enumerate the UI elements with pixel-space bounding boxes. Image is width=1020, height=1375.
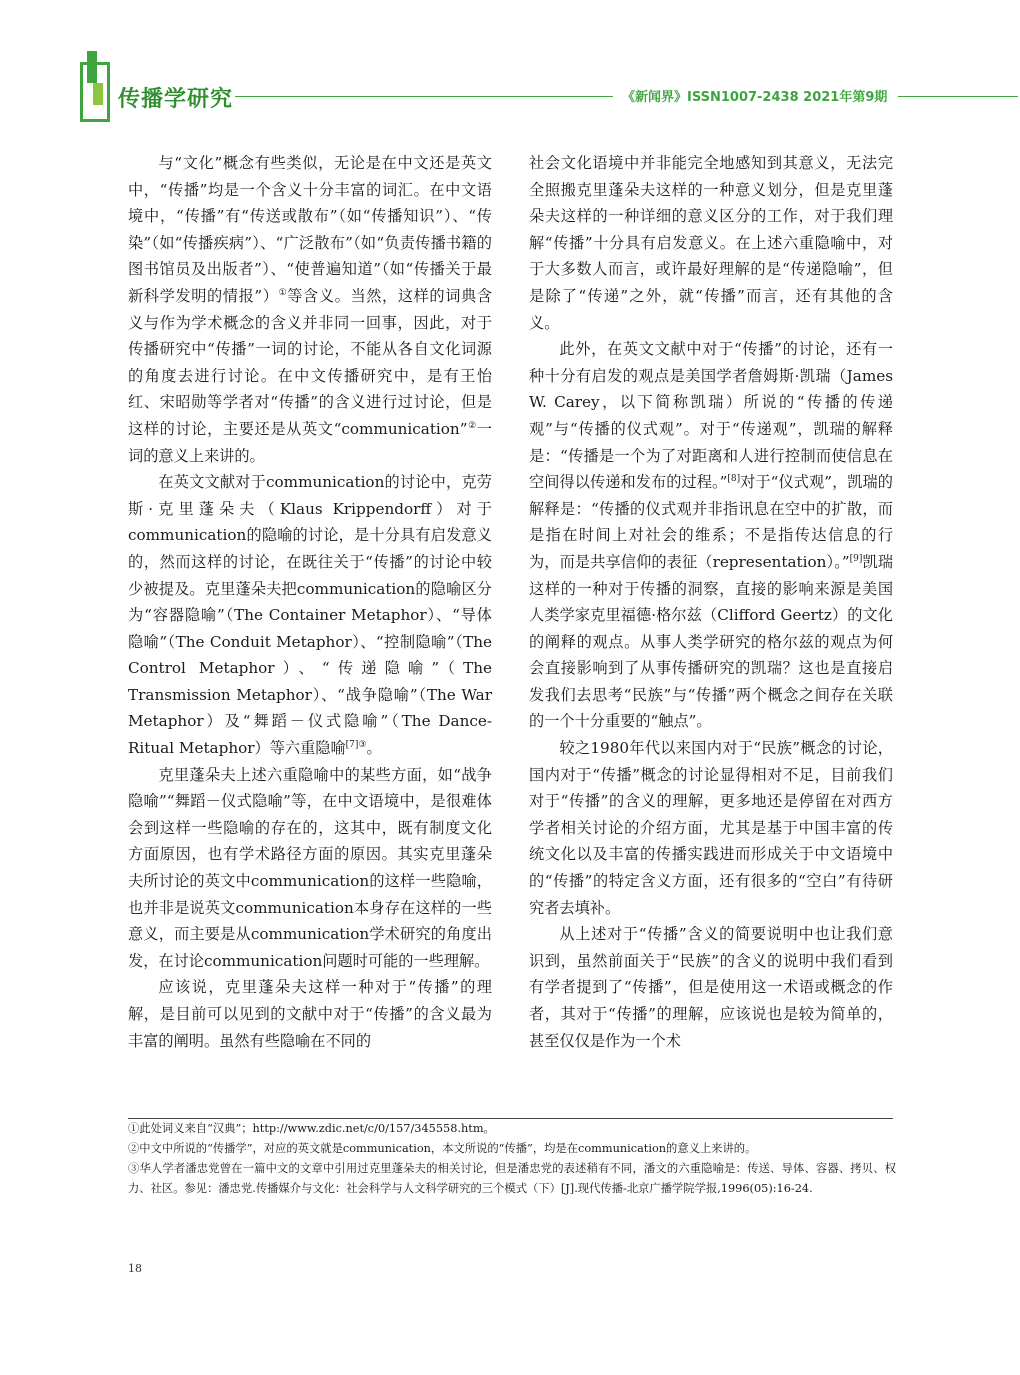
paragraph: 克里蓬朵夫上述六重隐喻中的某些方面，如“战争隐喻”“舞蹈－仪式隐喻”等，在中文语境中，是很难体会到这样一些隐喻的存在的，这其中，既有制度文化方面原因，也有学术路径方面的原因。其实克里蓬朵夫所讨论的英文中communication的这样一些隐喻，也并非是说英文communication本身存在这样的一些意义，而主要是从communication学术研究的角度出发，在讨论communication问题时可能的一些理解。 [128, 765, 492, 970]
page-number: 18 [128, 1262, 142, 1275]
paragraph: 社会文化语境中并非能完全地感知到其意义，无法完全照搬克里蓬朵夫这样的一种意义划分，但是克里蓬朵夫这样的一种详细的意义区分的工作，对于我们理解“传播”十分具有启发意义。在上述六重隐喻中，对于大多数人而言，或许最好理解的是“传递隐喻”，但是除了“传递”之外，就“传播”而言，还有其他的含义。 [529, 154, 893, 332]
journal-logo [80, 62, 110, 122]
paragraph: 与“文化”概念有些类似，无论是在中文还是英文中，“传播”均是一个含义十分丰富的词汇。在中文语境中，“传播”有“传送或散布”（如“传播知识”）、“传染”（如“传播疾病”）、“广泛散布”（如“负责传播书籍的图书馆员及出版者”）、“使普遍知道”（如“传播关于最新科学发明的情报”）①等含义。当然，这样的词典含义与作为学术概念的含义并非同一回事，因此，对于传播研究中“传播”一词的讨论，不能从各自文化词源的角度去进行讨论。在中文传播研究中，是有王怡红、宋昭勋等学者对“传播”的含义进行过讨论，但是这样的讨论，主要还是从英文“communication”②一词的意义上来讲的。 [128, 154, 493, 465]
citation-ref[interactable]: [8] [727, 474, 741, 485]
paragraph: 较之1980年代以来国内对于“民族”概念的讨论，国内对于“传播”概念的讨论显得相对不足，目前我们对于“传播”的含义的理解，更多地还是停留在对西方学者相关讨论的介绍方面，尤其是基于中国丰富的传统文化以及丰富的传播实践进而形成关于中文语境中的“传播”的特定含义方面，还有很多的“空白”有待研究者去填补。 [529, 739, 893, 917]
citation-ref[interactable]: [9] [849, 553, 863, 564]
footnote: ②中文中所说的“传播学”，对应的英文就是communication，本文所说的“传播”，均是在communication的意义上来讲的。 [128, 1142, 757, 1155]
footnotes [128, 1119, 896, 1199]
footnote-ref[interactable]: [7]③ [345, 740, 367, 750]
left-column [128, 150, 492, 1054]
section-title: 传播学研究 [118, 87, 234, 112]
paragraph: 应该说，克里蓬朵夫这样一种对于“传播”的理解，是目前可以见到的文献中对于“传播”的含义最为丰富的阐明。虽然有些隐喻在不同的 [128, 978, 492, 1050]
paragraph: 在英文文献对于communication的讨论中，克劳斯·克里蓬朵夫（Klaus Krippendorff）对于communication的隐喻的讨论，是十分具有启发意义的，然而这样的讨论，在既往关于“传播”的讨论中较少被提及。克里蓬朵夫把communication的隐喻区分为“容器隐喻”（The Container Metaphor）、“导体隐喻”（The Conduit Metaphor）、“控制隐喻”（The Control Metaphor）、“传递隐喻”（The Transmission Metaphor）、“战争隐喻”（The War Metaphor）及“舞蹈－仪式隐喻”（The Dance-Ritual Metaphor）等六重隐喻$^{[7]③}$。 [128, 473, 492, 758]
header-rule-left [235, 96, 613, 97]
paragraph: 此外，在英文文献中对于“传播”的讨论，还有一种十分有启发的观点是美国学者詹姆斯·凯瑞（James W. Carey，以下简称凯瑞）所说的“传播的传递观”与“传播的仪式观”。对于“传递观”，凯瑞的解释是：“传播是一个为了对距离和人进行控制而使信息在空间得以传递和发布的过程。”[8]对于“仪式观”，凯瑞的解释是：“传播的仪式观并非指讯息在空中的扩散，而是指在时间上对社会的维系；不是指传达信息的行为，而是共享信仰的表征（representation）。”[9]凯瑞这样的一种对于传播的洞察，直接的影响来源是美国人类学家克里福德·格尔兹（Clifford Geertz）的文化的阐释的观点。从事人类学研究的格尔兹的观点为何会直接影响到了从事传播研究的凯瑞？这也是直接启发我们去思考“民族”与“传播”两个概念之间存在关联的一个十分重要的“触点”。 [529, 340, 893, 731]
right-column [529, 150, 893, 1054]
paragraph: 从上述对于“传播”含义的简要说明中也让我们意识到，虽然前面关于“民族”的含义的说明中我们看到有学者提到了“传播”，但是使用这一术语或概念的作者，其对于“传播”的理解，应该说也是较为简单的，甚至仅仅是作为一个术 [529, 925, 893, 1050]
header-rule-right [898, 96, 1018, 97]
footnote-ref[interactable]: ② [467, 420, 477, 431]
footnote-ref[interactable]: ① [278, 287, 288, 298]
journal-info: 《新闻界》ISSN1007-2438 2021年第9期 [622, 90, 888, 105]
footnote: ③华人学者潘忠党曾在一篇中文的文章中引用过克里蓬朵夫的相关讨论，但是潘忠党的表述稍有不同，潘文的六重隐喻是：传送、导体、容器、拷贝、权力、社区。参见：潘忠党.传播媒介与文化：社会科学与人文科学研究的三个模式（下）[J].现代传播-北京广播学院学报,1996(05):16-24. [128, 1162, 896, 1195]
footnote: ①此处词义来自“汉典”；http://www.zdic.net/c/0/157/345558.htm。 [128, 1122, 495, 1135]
